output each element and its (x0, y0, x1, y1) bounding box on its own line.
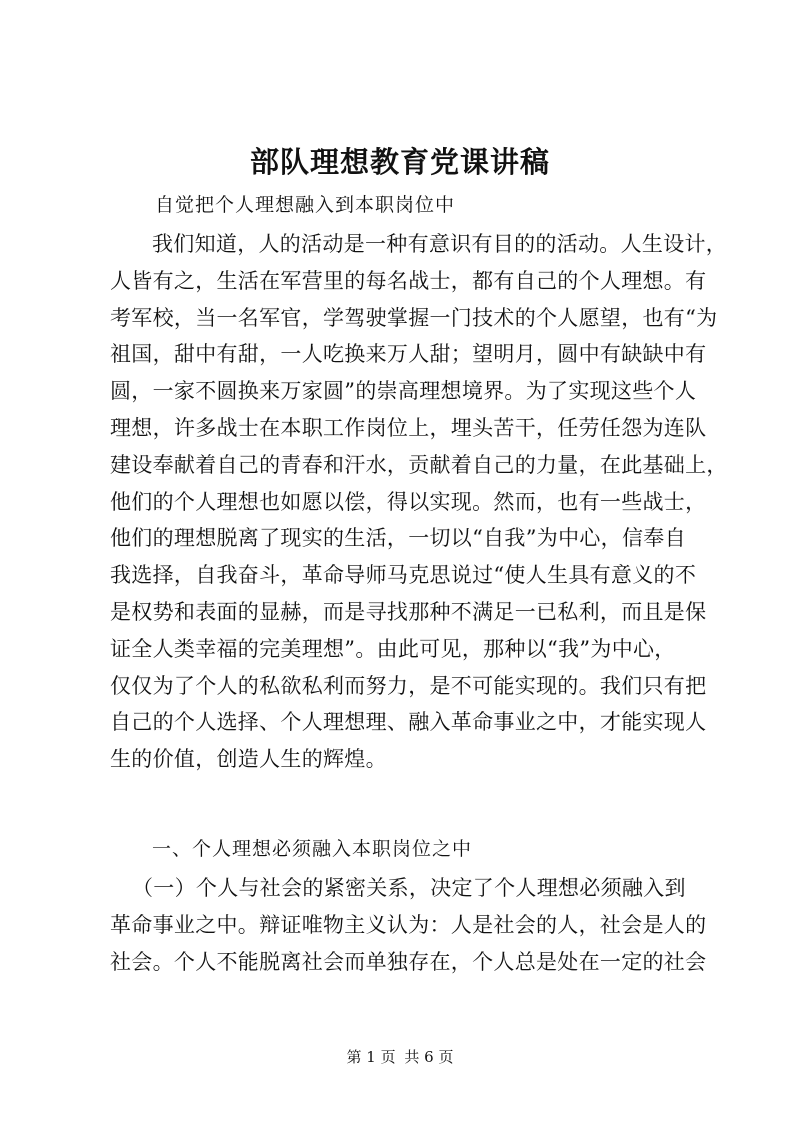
paragraph-line: 人皆有之，生活在军营里的每名战士，都有自己的个人理想。有 (110, 268, 707, 293)
paragraph-line: 他们的个人理想也如愿以偿，得以实现。然而，也有一些战士， (110, 489, 707, 514)
page-total: 共 6 页 (404, 1048, 454, 1066)
page-footer (0, 1046, 800, 1068)
paragraph-line: 社会。个人不能脱离社会而单独存在，个人总是处在一定的社会 (110, 949, 707, 974)
paragraph-line: 理想，许多战士在本职工作岗位上，埋头苦干，任劳任怨为连队 (110, 415, 707, 440)
paragraph-line: 自己的个人选择、个人理想理、融入革命事业之中，才能实现人 (110, 710, 707, 735)
paragraph-line: 我选择，自我奋斗，革命导师马克思说过“使人生具有意义的不 (110, 563, 697, 588)
paragraph-line: 祖国，甜中有甜，一人吃换来万人甜；望明月，圆中有缺缺中有 (110, 342, 707, 367)
paragraph-line: 圆，一家不圆换来万家圆”的崇高理想境界。为了实现这些个人 (110, 379, 697, 404)
paragraph-line: 革命事业之中。辩证唯物主义认为：人是社会的人，社会是人的 (110, 912, 707, 937)
paragraph-line: 是权势和表面的显赫，而是寻找那种不满足一已私利，而且是保 (110, 599, 707, 624)
paragraph-line: 证全人类幸福的完美理想”。由此可见，那种以“我”为中心， (110, 636, 676, 661)
paragraph-line: 我们知道，人的活动是一种有意识有目的的活动。人生设计， (152, 232, 728, 256)
paragraph-2 (110, 870, 707, 980)
paragraph-line: （一）个人与社会的紧密关系，决定了个人理想必须融入到 (132, 876, 686, 900)
section-heading-1: 一、个人理想必须融入本职岗位之中 (152, 838, 473, 860)
paragraph-line: 生的价值，创造人生的辉煌。 (110, 747, 387, 772)
paragraph-1 (110, 226, 728, 778)
document-subtitle: 自觉把个人理想融入到本职岗位中 (155, 194, 456, 216)
paragraph-line: 仅仅为了个人的私欲私利而努力，是不可能实现的。我们只有把 (110, 673, 707, 698)
paragraph-line: 他们的理想脱离了现实的生活，一切以“自我”为中心，信奉自 (110, 526, 686, 551)
paragraph-line: 考军校，当一名军官，学驾驶掌握一门技术的个人愿望，也有“为 (110, 305, 718, 330)
page-number: 第 1 页 (346, 1048, 396, 1066)
document-title: 部队理想教育党课讲稿 (249, 145, 550, 179)
paragraph-line: 建设奉献着自己的青春和汗水，贡献着自己的力量，在此基础上， (110, 452, 728, 477)
